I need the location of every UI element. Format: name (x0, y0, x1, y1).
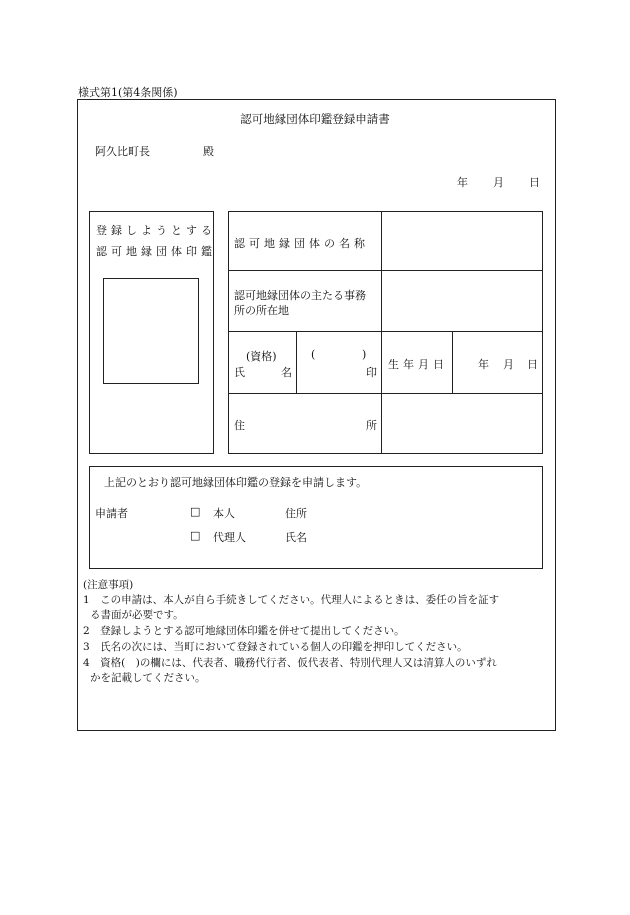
checkbox-agent[interactable]: □ (190, 529, 201, 542)
option-self-label: 本人 (213, 507, 235, 520)
birthdate-label: 生年月日 (388, 358, 448, 371)
seal-mark: 印 (366, 366, 377, 379)
note-4-line1: 4 資格( )の欄には、代表者、職務代行者、仮代表者、特別代理人又は清算人のいずれ (83, 657, 497, 669)
table-column-divider (296, 331, 297, 393)
form-number-label: 様式第1(第4条関係) (78, 86, 178, 99)
date-day-label: 日 (529, 176, 540, 189)
note-1-line2: る書面が必要です。 (90, 609, 184, 621)
birthdate-field[interactable] (454, 333, 542, 392)
note-2: 2 登録しようとする認可地縁団体印鑑を併せて提出してください。 (83, 625, 405, 637)
table-column-divider (452, 331, 453, 393)
table-row-divider (228, 270, 543, 271)
application-statement: 上記のとおり認可地縁団体印鑑の登録を申請します。 (104, 476, 368, 489)
date-year-label: 年 (457, 176, 468, 189)
note-1-line1: 1 この申請は、本人が自ら手続きしてください。代理人によるときは、委任の旨を証す (83, 594, 500, 606)
form-title: 認可地縁団体印鑑登録申請書 (240, 112, 390, 126)
note-4-line2: かを記載してください。 (90, 672, 206, 684)
addressee-honorific: 殿 (203, 145, 214, 158)
qualification-label: (資格) (246, 350, 277, 363)
office-address-field[interactable] (383, 272, 542, 330)
representative-name-field[interactable] (298, 333, 380, 392)
name-label-part2: 名 (281, 366, 292, 379)
seal-impression-area[interactable] (103, 278, 199, 384)
address-label-part2: 所 (366, 419, 377, 432)
date-month-label: 月 (493, 176, 504, 189)
birth-day-label: 日 (527, 358, 538, 371)
table-row-divider (228, 331, 543, 332)
applicant-label: 申請者 (95, 507, 128, 520)
org-name-field[interactable] (383, 212, 542, 269)
table-column-divider (381, 211, 382, 454)
seal-box-label-line1: 登録しようとする (96, 224, 216, 237)
representative-address-field[interactable] (383, 395, 542, 453)
note-3: 3 氏名の次には、当町において登録されている個人の印鑑を押印してください。 (83, 641, 468, 653)
birth-year-label: 年 (478, 358, 489, 371)
office-address-label-line1: 認可地縁団体の主たる事務 (234, 289, 366, 302)
name-label-part1: 氏 (234, 366, 245, 379)
birth-month-label: 月 (503, 358, 514, 371)
qualification-paren-close: ) (362, 348, 367, 361)
option-agent-label: 代理人 (213, 531, 246, 544)
notes-heading: (注意事項) (83, 579, 134, 591)
org-name-label: 認可地縁団体の名称 (234, 237, 369, 250)
qualification-paren-open: ( (311, 348, 316, 361)
addressee: 阿久比町長 (95, 145, 150, 158)
seal-box-label-line2: 認可地縁団体印鑑 (96, 245, 216, 258)
checkbox-self[interactable]: □ (190, 505, 201, 518)
office-address-label-line2: 所の所在地 (234, 304, 289, 317)
table-row-divider (228, 393, 543, 394)
address-label-part1: 住 (234, 419, 245, 432)
applicant-address-label: 住所 (285, 507, 307, 520)
applicant-name-label: 氏名 (285, 531, 307, 544)
